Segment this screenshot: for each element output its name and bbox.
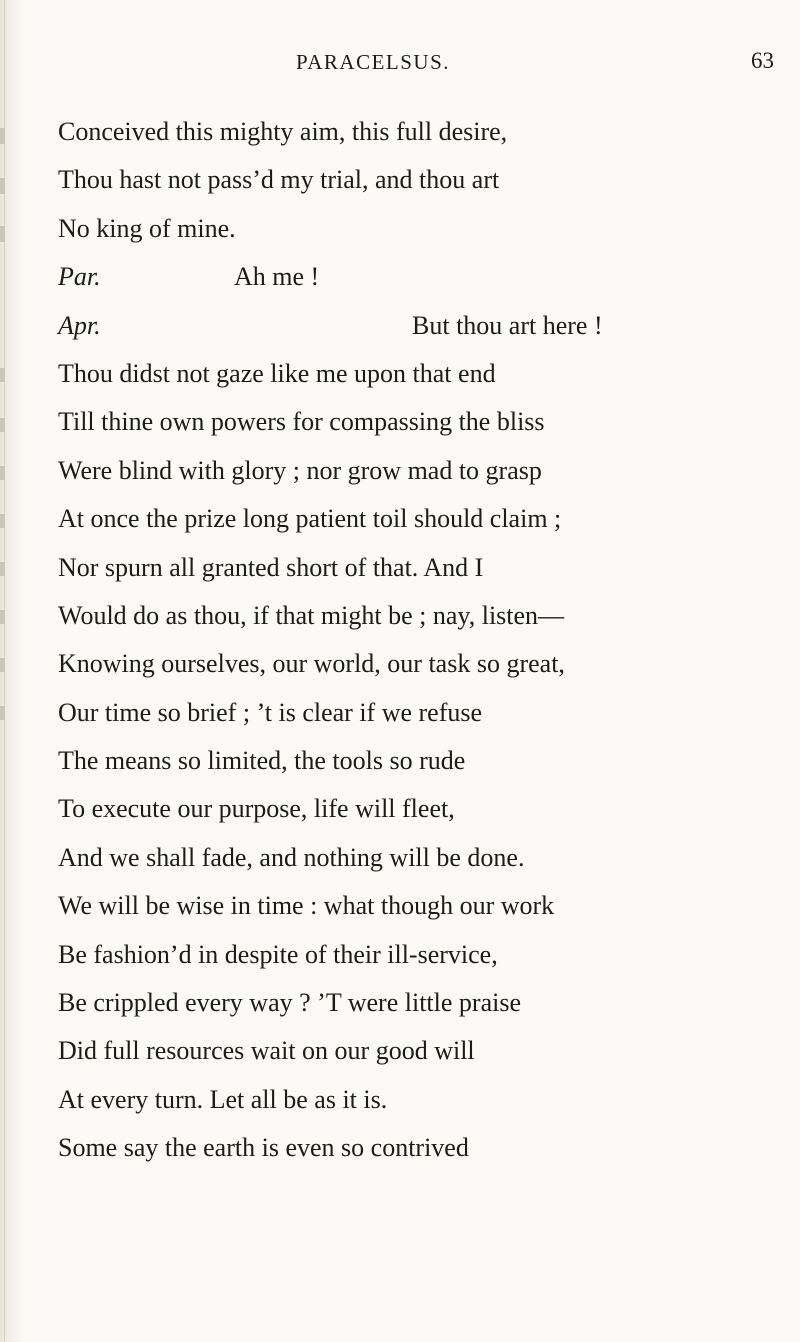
verse-line: At once the prize long patient toil should claim ; [58, 504, 562, 534]
show-through-mark [0, 706, 5, 720]
verse-line: At every turn. Let all be as it is. [58, 1084, 388, 1114]
speech-text: But thou art here ! [412, 310, 603, 340]
show-through-mark [0, 610, 5, 624]
verse-line: Knowing ourselves, our world, our task so great, [58, 649, 565, 679]
running-title: PARACELSUS. [296, 50, 451, 74]
verse-line: The means so limited, the tools so rude [58, 746, 466, 776]
show-through-mark [0, 368, 5, 382]
verse-line: Thou didst not gaze like me upon that end [58, 358, 496, 388]
show-through-mark [0, 226, 5, 242]
verse-line: Conceived this mighty aim, this full desire, [58, 117, 508, 146]
verse-block [58, 108, 798, 1173]
verse-line: Nor spurn all granted short of that. And I [58, 552, 484, 582]
verse-line: We will be wise in time : what though our work [58, 891, 555, 921]
page-number: 63 [751, 48, 774, 73]
page-gutter [0, 0, 26, 1342]
verse-line: And we shall fade, and nothing will be done. [58, 842, 525, 872]
dialogue-line [58, 253, 798, 301]
verse-line: Would do as thou, if that might be ; nay, listen— [58, 600, 565, 630]
verse-line: No king of mine. [58, 213, 236, 243]
verse-line: Be crippled every way ? ’T were little praise [58, 988, 521, 1018]
speaker-name: Apr. [58, 310, 101, 340]
show-through-mark [0, 562, 5, 576]
show-through-mark [0, 658, 5, 672]
dialogue-line [58, 302, 798, 350]
show-through-mark [0, 178, 5, 194]
verse-line: Be fashion’d in despite of their ill-service, [58, 939, 498, 969]
show-through-mark [0, 514, 5, 528]
verse-line: Till thine own powers for compassing the bliss [58, 407, 545, 437]
show-through-mark [0, 128, 5, 144]
speech-text: Ah me ! [234, 262, 320, 292]
verse-line: Were blind with glory ; nor grow mad to grasp [58, 455, 542, 485]
verse-line: Thou hast not pass’d my trial, and thou art [58, 165, 500, 195]
verse-line: Some say the earth is even so contrived [58, 1133, 469, 1163]
verse-line: Did full resources wait on our good will [58, 1036, 475, 1066]
verse-line: Our time so brief ; ’t is clear if we refuse [58, 697, 483, 727]
verse-line: To execute our purpose, life will fleet, [58, 794, 455, 824]
show-through-mark [0, 466, 5, 480]
speaker-name: Par. [58, 262, 101, 292]
show-through-mark [0, 418, 5, 432]
